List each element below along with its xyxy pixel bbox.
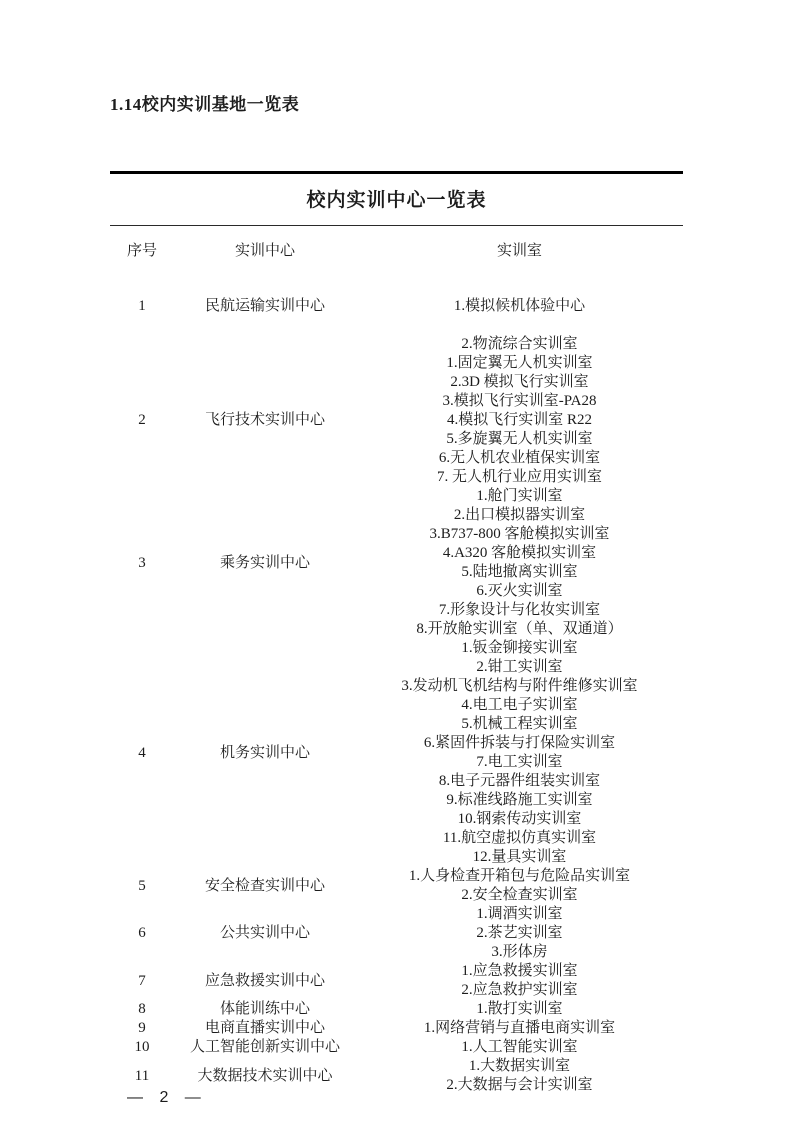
row-rooms: [356, 297, 683, 354]
room-item: 2.3D 模拟飞行实训室: [450, 374, 589, 390]
row-index: 1: [138, 298, 146, 314]
row-rooms: [356, 1000, 683, 1019]
room-item: 6.紧固件拆装与打保险实训室: [423, 735, 616, 751]
room-item: 10.钢索传动实训室: [457, 811, 582, 827]
room-item: 4.模拟飞行实训室 R22: [446, 412, 592, 428]
row-center-name: 公共实训中心: [219, 925, 310, 941]
column-header-center: 实训中心: [234, 243, 295, 259]
row-index: 8: [138, 1001, 146, 1017]
row-index: 6: [138, 925, 146, 941]
room-item: 1.固定翼无人机实训室: [446, 355, 593, 371]
room-item: 8.开放舱实训室（单、双通道）: [416, 621, 623, 637]
row-rooms: [356, 487, 683, 639]
row-center-name: 电商直播实训中心: [204, 1020, 325, 1036]
room-item: 7.形象设计与化妆实训室: [438, 602, 601, 618]
room-item: 1.舱门实训室: [476, 488, 563, 504]
room-item: 6.无人机农业植保实训室: [438, 450, 601, 466]
row-center-name: 应急救援实训中心: [204, 972, 325, 989]
room-item: 6.灭火实训室: [476, 583, 563, 599]
room-item: 12.量具实训室: [472, 849, 567, 865]
room-item: 5.陆地撤离实训室: [461, 564, 578, 580]
room-item: 7. 无人机行业应用实训室: [436, 469, 602, 485]
row-rooms: [356, 867, 683, 905]
table-row: [110, 487, 683, 639]
table-row: [110, 1038, 683, 1057]
table-row: [110, 297, 683, 354]
row-index: 11: [134, 1067, 150, 1084]
room-item: 1.人身检查开箱包与危险品实训室: [408, 868, 631, 884]
room-item: [356, 316, 683, 335]
room-item: 1.模拟候机体验中心: [453, 298, 586, 314]
table-row: [110, 1000, 683, 1019]
section-heading: 1.14校内实训基地一览表: [110, 95, 300, 114]
room-item: 9.标准线路施工实训室: [446, 792, 593, 808]
room-item: 1.散打实训室: [476, 1001, 563, 1017]
row-rooms: [356, 1057, 683, 1095]
row-index: 5: [138, 877, 146, 894]
row-center-name: 人工智能创新实训中心: [189, 1039, 340, 1055]
table-body: [110, 297, 683, 1095]
row-index: 7: [138, 972, 146, 989]
room-item: 2.应急救护实训室: [461, 982, 578, 998]
row-index: 10: [134, 1039, 150, 1055]
row-center-name: 大数据技术实训中心: [197, 1067, 333, 1084]
room-item: 3.B737-800 客舱模拟实训室: [429, 526, 610, 542]
row-center-name: 安全检查实训中心: [204, 877, 325, 894]
row-center-name: 机务实训中心: [219, 744, 310, 761]
room-item: 1.应急救援实训室: [461, 963, 578, 979]
room-item: 2.物流综合实训室: [461, 336, 578, 352]
row-index: 9: [138, 1020, 146, 1036]
room-item: 1.调酒实训室: [476, 906, 563, 922]
page-number: — 2 —: [127, 1089, 203, 1106]
table-row: [110, 867, 683, 905]
table-header-row: [110, 226, 683, 260]
column-header-index: 序号: [126, 243, 157, 259]
room-item: 1.人工智能实训室: [461, 1039, 578, 1055]
row-index: 3: [138, 554, 146, 571]
row-center-name: 民航运输实训中心: [204, 298, 325, 314]
table-row: [110, 639, 683, 867]
row-center-name: 乘务实训中心: [219, 554, 310, 571]
room-item: 5.机械工程实训室: [461, 716, 578, 732]
room-item: 2.安全检查实训室: [461, 887, 578, 903]
room-item: 3.发动机飞机结构与附件维修实训室: [401, 678, 638, 694]
row-center-name: 飞行技术实训中心: [204, 412, 325, 428]
row-index: 4: [138, 744, 146, 761]
room-item: 2.钳工实训室: [476, 659, 563, 675]
table-row: [110, 905, 683, 962]
row-index: 2: [138, 412, 146, 428]
row-rooms: [356, 1019, 683, 1038]
room-item: 7.电工实训室: [476, 754, 563, 770]
room-item: 2.茶艺实训室: [476, 925, 563, 941]
column-header-room: 实训室: [496, 243, 542, 259]
training-centers-table: [110, 171, 683, 1095]
row-rooms: [356, 962, 683, 1000]
table-row: [110, 1019, 683, 1038]
room-item: 4.电工电子实训室: [461, 697, 578, 713]
table-title: 校内实训中心一览表: [110, 174, 683, 226]
row-rooms: [356, 1038, 683, 1057]
room-item: 4.A320 客舱模拟实训室: [442, 545, 597, 561]
room-item: 2.大数据与会计实训室: [446, 1077, 593, 1093]
room-item: 3.模拟飞行实训室-PA28: [442, 393, 597, 409]
row-rooms: [356, 639, 683, 867]
room-item: 1.网络营销与直播电商实训室: [423, 1020, 616, 1036]
room-item: 8.电子元器件组装实训室: [438, 773, 601, 789]
room-item: 1.大数据实训室: [468, 1058, 571, 1074]
room-item: 3.形体房: [491, 944, 548, 960]
row-center-name: 体能训练中心: [219, 1001, 310, 1017]
row-rooms: [356, 905, 683, 962]
room-item: 1.钣金铆接实训室: [461, 640, 578, 656]
table-row: [110, 962, 683, 1000]
room-item: 2.出口模拟器实训室: [453, 507, 586, 523]
row-rooms: [356, 354, 683, 487]
room-item: 5.多旋翼无人机实训室: [446, 431, 593, 447]
room-item: 11.航空虚拟仿真实训室: [442, 830, 597, 846]
table-row: [110, 354, 683, 487]
